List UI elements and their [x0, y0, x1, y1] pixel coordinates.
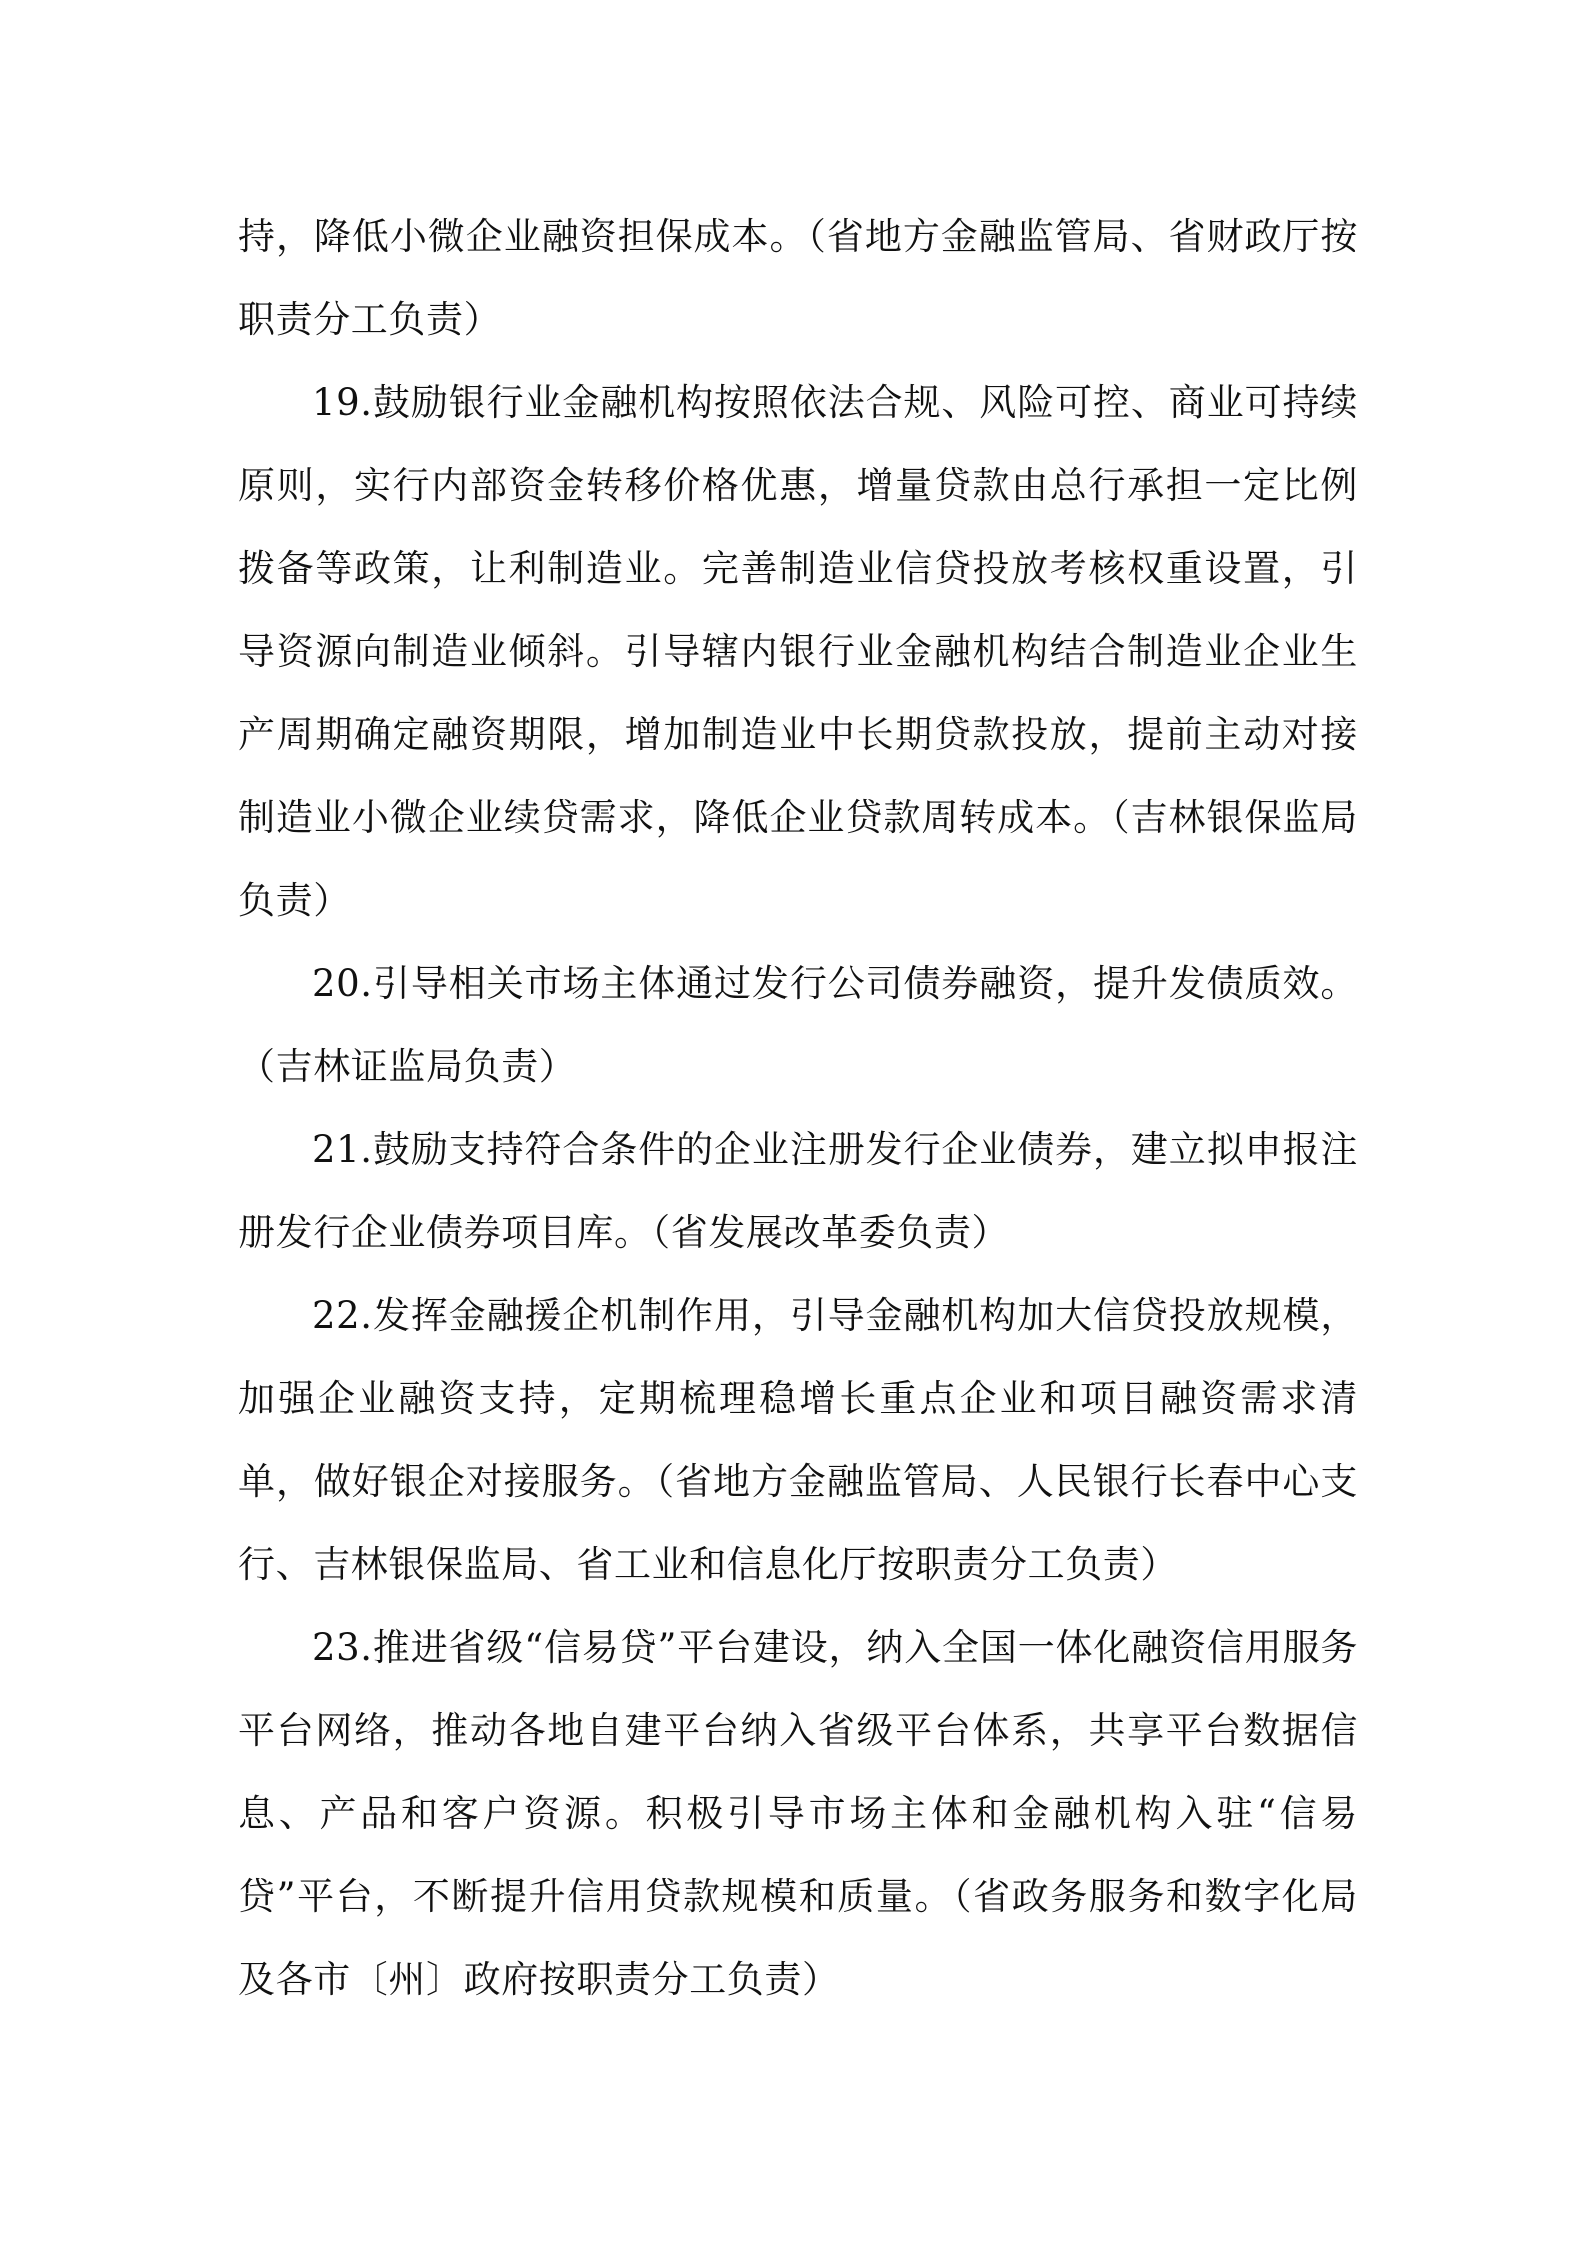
- document-body: [238, 195, 1358, 2021]
- paragraph-item-19: 19.鼓励银行业金融机构按照依法合规、风险可控、商业可持续原则，实行内部资金转移价格优惠，增量贷款由总行承担一定比例拨备等政策，让利制造业。完善制造业信贷投放考核权重设置，引导资源向制造业倾斜。引导辖内银行业金融机构结合制造业企业生产周期确定融资期限，增加制造业中长期贷款投放，提前主动对接制造业小微企业续贷需求，降低企业贷款周转成本。（吉林银保监局负责）: [238, 381, 1358, 922]
- paragraph-item-21: 21.鼓励支持符合条件的企业注册发行企业债券，建立拟申报注册发行企业债券项目库。（省发展改革委负责）: [238, 1128, 1358, 1254]
- paragraph-item-23: 23.推进省级“信易贷”平台建设，纳入全国一体化融资信用服务平台网络，推动各地自建平台纳入省级平台体系，共享平台数据信息、产品和客户资源。积极引导市场主体和金融机构入驻“信易贷”平台，不断提升信用贷款规模和质量。（省政务服务和数字化局及各市〔州〕政府按职责分工负责）: [238, 1626, 1358, 2001]
- paragraph-item-20: 20.引导相关市场主体通过发行公司债券融资，提升发债质效。（吉林证监局负责）: [238, 962, 1358, 1088]
- paragraph-item-22: 22.发挥金融援企机制作用，引导金融机构加大信贷投放规模，加强企业融资支持，定期梳理稳增长重点企业和项目融资需求清单，做好银企对接服务。（省地方金融监管局、人民银行长春中心支行、吉林银保监局、省工业和信息化厅按职责分工负责）: [238, 1294, 1358, 1586]
- paragraph-continued: 持，降低小微企业融资担保成本。（省地方金融监管局、省财政厅按职责分工负责）: [238, 215, 1358, 341]
